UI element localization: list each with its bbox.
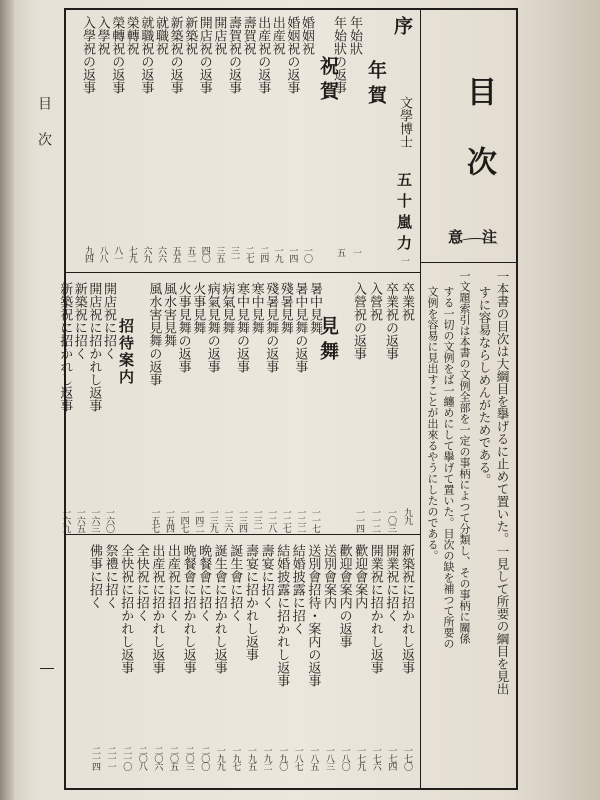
toc-page-number: 一九 bbox=[272, 246, 283, 262]
preface-author-title: 文學博士 bbox=[397, 96, 412, 148]
divider-middle-bottom bbox=[64, 534, 420, 535]
toc-entry[interactable]: 新築祝に招かれし返事 bbox=[399, 544, 414, 674]
toc-entry[interactable]: 晩餐會に招く bbox=[196, 544, 212, 622]
toc-page-number: 一二二 bbox=[295, 508, 306, 532]
binding-shadow bbox=[0, 0, 14, 800]
toc-page-number: 一三六 bbox=[222, 508, 233, 532]
toc-entry[interactable]: 婚姻祝 bbox=[299, 16, 314, 55]
toc-entry[interactable]: 新築祝に招く bbox=[71, 282, 87, 360]
toc-page-number: 一八三 bbox=[324, 746, 334, 770]
toc-page-number: 一二八 bbox=[266, 508, 277, 532]
running-head: 目次 bbox=[36, 96, 52, 168]
notice-heading-char-1: 注 bbox=[482, 228, 498, 246]
toc-page-number: 一六〇 bbox=[104, 508, 114, 532]
toc-entry[interactable]: 祭禮に招く bbox=[102, 544, 118, 609]
toc-page-number: 二一〇 bbox=[121, 746, 132, 770]
toc-entry[interactable]: 殘暑見舞の返事 bbox=[263, 282, 279, 373]
toc-page-number: 二一四 bbox=[90, 746, 100, 770]
toc-entry-new-year-reply[interactable]: 年始狀の返事 bbox=[331, 16, 346, 94]
toc-entry[interactable]: 壽宴に招かれし返事 bbox=[243, 544, 258, 661]
toc-page-number: 一七〇 bbox=[402, 746, 412, 770]
page-title: 目次 bbox=[461, 76, 496, 216]
toc-page-number: 二〇三 bbox=[183, 746, 194, 770]
toc-page-number: 一一四 bbox=[354, 508, 364, 532]
toc-page-number: 一八五 bbox=[308, 746, 319, 770]
toc-entry[interactable]: 佛事に招く bbox=[87, 544, 102, 609]
toc-entry[interactable]: 壽賀祝の返事 bbox=[226, 16, 241, 94]
toc-page-number: 一七四 bbox=[386, 746, 397, 770]
toc-page-number: 一五四 bbox=[164, 508, 174, 532]
toc-page-number: 一六五 bbox=[74, 508, 85, 532]
toc-entry[interactable]: 婚姻祝の返事 bbox=[284, 16, 300, 94]
toc-entry[interactable]: 卒業祝の返事 bbox=[383, 282, 398, 360]
toc-page-number: 五五 bbox=[170, 246, 181, 262]
toc-page-number: 二七 bbox=[243, 246, 254, 262]
toc-entry[interactable]: 火事見舞 bbox=[190, 282, 206, 334]
toc-page-number: 二〇〇 bbox=[199, 746, 210, 770]
toc-entry[interactable]: 殘暑見舞 bbox=[277, 282, 293, 334]
toc-page-number: 一七九 bbox=[355, 746, 366, 770]
preface-label[interactable]: 序 bbox=[391, 16, 413, 41]
toc-page-number: 二一一 bbox=[105, 746, 116, 770]
toc-page-number: 二四 bbox=[258, 246, 269, 262]
toc-page-number: 一一七 bbox=[310, 508, 320, 532]
toc-page-number: 一七六 bbox=[370, 746, 381, 770]
toc-entry[interactable]: 卒業祝 bbox=[399, 282, 414, 321]
toc-page-number: 一五七 bbox=[149, 508, 160, 532]
notice-rule bbox=[420, 8, 421, 788]
toc-entry[interactable]: 出産祝に招かれし返事 bbox=[149, 544, 165, 674]
toc-entry[interactable]: 風水害見舞の返事 bbox=[146, 282, 162, 386]
toc-entry[interactable]: 晩餐會に招かれし返事 bbox=[180, 544, 196, 674]
toc-entry[interactable]: 送別會招待・案内の返事 bbox=[305, 544, 321, 687]
toc-page-number: 二〇五 bbox=[168, 746, 178, 770]
toc-entry[interactable]: 壽宴に招く bbox=[258, 544, 274, 609]
toc-entry[interactable]: 就職祝 bbox=[153, 16, 168, 55]
toc-page-number: 一四二 bbox=[193, 508, 204, 532]
toc-entry[interactable]: 新築祝 bbox=[182, 16, 198, 55]
toc-entry[interactable]: 新築祝の返事 bbox=[167, 16, 183, 94]
toc-entry[interactable]: 開店祝に招く bbox=[101, 282, 116, 360]
toc-page-number: 六六 bbox=[156, 246, 166, 262]
toc-page-number: 五二 bbox=[185, 246, 196, 262]
toc-entry[interactable]: 暑中見舞 bbox=[307, 282, 322, 334]
toc-entry[interactable]: 結婚披露に招かれし返事 bbox=[274, 544, 290, 687]
toc-page-number: 一九二 bbox=[261, 746, 272, 770]
toc-entry[interactable]: 全快祝に招かれし返事 bbox=[118, 544, 134, 674]
toc-entry[interactable]: 出産祝に招く bbox=[165, 544, 180, 622]
toc-entry[interactable]: 歡迎會案内 bbox=[352, 544, 368, 609]
toc-page-number: 一九九 bbox=[214, 746, 225, 770]
preface-author: 五十嵐力 bbox=[395, 172, 413, 256]
toc-page-number: 八八 bbox=[97, 246, 108, 262]
toc-page-number: 一九五 bbox=[246, 746, 256, 770]
toc-entry[interactable]: 榮轉祝の返事 bbox=[109, 16, 125, 94]
divider-top-middle bbox=[64, 272, 420, 273]
toc-entry[interactable]: 榮轉祝 bbox=[123, 16, 139, 55]
toc-entry[interactable]: 入學祝 bbox=[94, 16, 110, 55]
toc-page-number: 一〇 bbox=[302, 246, 312, 262]
notice-line: する一切の文例をば一纏めにして擧げて置いた。目次の缺を補つて所要の bbox=[442, 286, 455, 649]
section-heading-celebration: 祝賀 bbox=[317, 56, 339, 106]
toc-entry[interactable]: 暑中見舞の返事 bbox=[292, 282, 308, 373]
section-heading-sympathy: 見舞 bbox=[317, 316, 339, 366]
toc-entry[interactable]: 入學祝の返事 bbox=[80, 16, 95, 94]
toc-entry[interactable]: 出産祝 bbox=[269, 16, 285, 55]
toc-entry[interactable]: 入營祝 bbox=[367, 282, 382, 321]
section-heading-new-year: 年賀 bbox=[365, 60, 387, 110]
notice-line: 一文題索引は本書の文例全部を一定の事柄によつて分類し、その事柄に關係 bbox=[458, 270, 471, 644]
toc-entry[interactable]: 寒中見舞 bbox=[248, 282, 264, 334]
toc-page-number: 四〇 bbox=[199, 246, 210, 262]
toc-entry-new-year-card[interactable]: 年始狀 bbox=[347, 16, 362, 55]
toc-entry[interactable]: 歡迎會案内の返事 bbox=[336, 544, 352, 648]
toc-entry[interactable]: 開店祝 bbox=[211, 16, 227, 55]
toc-entry[interactable]: 新築祝に招かれし返事 bbox=[57, 282, 73, 412]
toc-page-number: 一二七 bbox=[280, 508, 291, 532]
notice-heading-arc bbox=[454, 238, 498, 253]
toc-entry[interactable]: 就職祝の返事 bbox=[138, 16, 154, 94]
toc-entry[interactable]: 入營祝の返事 bbox=[351, 282, 366, 360]
toc-page-number: 一三九 bbox=[207, 508, 218, 532]
toc-page-number: 一八七 bbox=[292, 746, 303, 770]
toc-entry[interactable]: 開店祝に招かれし返事 bbox=[86, 282, 102, 412]
notice-line: 文例を容易に見出すことが出來るやうにしたのである。 bbox=[426, 286, 439, 561]
toc-page-number: 一六九 bbox=[60, 508, 71, 532]
toc-entry[interactable]: 結婚披露に招く bbox=[289, 544, 305, 635]
toc-entry[interactable]: 火事見舞の返事 bbox=[175, 282, 191, 373]
toc-page-number: 一四 bbox=[287, 246, 298, 262]
toc-page-number: 一六三 bbox=[89, 508, 100, 532]
toc-page-number: 二〇八 bbox=[136, 746, 147, 770]
toc-page: 五 bbox=[335, 248, 345, 256]
toc-page-number: 一一二 bbox=[370, 508, 380, 532]
toc-entry[interactable]: 送別會案内 bbox=[321, 544, 336, 609]
toc-page-number: 九四 bbox=[83, 246, 93, 262]
toc-entry[interactable]: 開店祝の返事 bbox=[196, 16, 212, 94]
toc-page-number: 一四七 bbox=[178, 508, 189, 532]
toc-entry[interactable]: 全快祝に招く bbox=[133, 544, 149, 622]
notice-line: 一本書の目次は大綱目を擧げるに止めて置いた。一見して所要の綱目を見出 bbox=[495, 270, 510, 695]
toc-page: 一 bbox=[351, 248, 361, 256]
toc-page-number: 八一 bbox=[112, 246, 123, 262]
toc-page-number: 三五 bbox=[214, 246, 225, 262]
toc-page-number: 七九 bbox=[126, 246, 137, 262]
toc-page-number: 一〇三 bbox=[386, 508, 396, 532]
toc-page-number: 六九 bbox=[141, 246, 152, 262]
toc-entry[interactable]: 壽賀祝 bbox=[240, 16, 256, 55]
toc-page-number: 一三四 bbox=[237, 508, 247, 532]
toc-entry[interactable]: 開業祝に招く bbox=[383, 544, 399, 622]
toc-page-number: 一八〇 bbox=[339, 746, 350, 770]
toc-page-number: 九九 bbox=[402, 508, 412, 524]
toc-entry[interactable]: 病氣見舞の返事 bbox=[204, 282, 220, 373]
toc-entry[interactable]: 風水害見舞 bbox=[161, 282, 176, 347]
toc-entry[interactable]: 誕生會に招く bbox=[227, 544, 243, 622]
toc-entry[interactable]: 寒中見舞の返事 bbox=[234, 282, 249, 373]
notice-heading-char-2: 意 bbox=[448, 228, 464, 246]
toc-page-number: 三一 bbox=[229, 246, 239, 262]
section-heading-invitation: 招待案内 bbox=[117, 318, 135, 386]
toc-page-number: 二〇六 bbox=[152, 746, 163, 770]
toc-page-number: 一九〇 bbox=[277, 746, 288, 770]
toc-entry[interactable]: 出産祝の返事 bbox=[255, 16, 271, 94]
notice-line: すに容易ならしめんがためである。 bbox=[477, 286, 492, 486]
toc-entry[interactable]: 誕生會に招かれし返事 bbox=[211, 544, 227, 674]
folio-mark bbox=[40, 668, 54, 669]
toc-entry[interactable]: 病氣見舞 bbox=[219, 282, 235, 334]
preface-page: 一 bbox=[399, 256, 409, 264]
notice-divider bbox=[420, 262, 516, 263]
toc-entry[interactable]: 開業祝に招かれし返事 bbox=[367, 544, 383, 674]
toc-page-number: 一三一 bbox=[251, 508, 262, 532]
toc-page-number: 一九七 bbox=[230, 746, 241, 770]
